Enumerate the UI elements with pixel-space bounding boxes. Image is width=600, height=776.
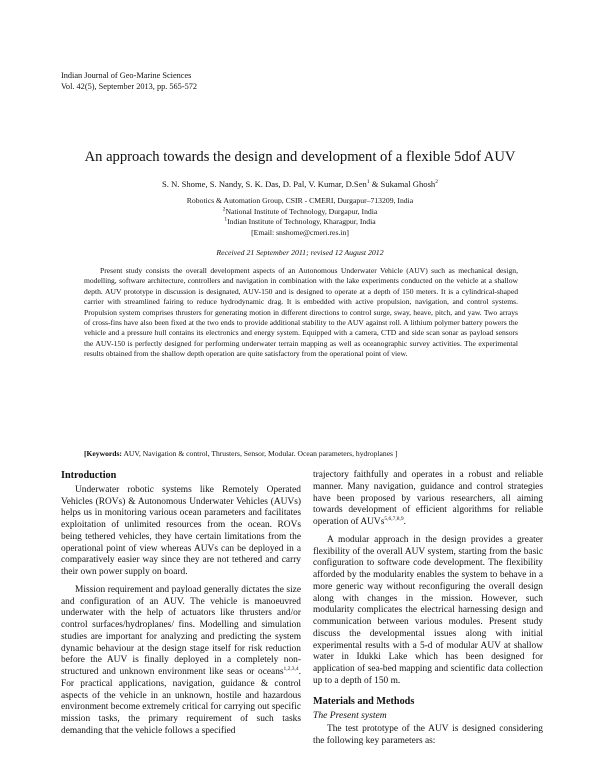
intro-paragraph-2: [61, 585, 301, 738]
affiliation-1-sup: 1: [224, 216, 228, 223]
journal-name: Indian Journal of Geo-Marine Sciences: [61, 71, 192, 80]
affiliation-1: [0, 217, 600, 228]
right-paragraph-2: A modular approach in the design provides a greater flexibility of the overall AUV system, starting from the basic configuration to software code development. The flexibility afforded by the modularity enables the system to behave in a more generic way without reconfiguring the overall design along with changes in the mission. However, such modularity complicates the electrical harnessing design and communication between various modules. Present study discuss the developmental issues along with initial experimental results with a 5-d of modular AUV at shallow water in Idukki Lake which has been designed for application of sea-bed mapping and scientific data collection up to a depth of 150 m.: [313, 534, 543, 686]
citation-ref: 1,2,3,4: [283, 665, 299, 672]
right-p1-text-a: trajectory faithfully and operates in a robust and reliable manner. Many navigation, guidance and control strategies have been proposed by various researchers, all aiming towards development of efficient algorithms for reliable operation of AUVs: [313, 470, 543, 527]
keywords-label: [Keywords:: [84, 449, 122, 458]
affiliations: [0, 196, 600, 238]
paper-title: An approach towards the design and development of a flexible 5dof AUV: [84, 149, 516, 165]
introduction-heading: Introduction: [61, 470, 117, 481]
right-paragraph-1: [313, 470, 543, 529]
affiliation-2-text: National Institute of Technology, Durgapur, India: [225, 206, 378, 216]
intro-paragraph-1: Underwater robotic systems like Remotely Operated Vehicles (ROVs) & Autonomous Underwater Vehicles (AUVs) helps us in monitoring various ocean parameters and facilitates exploitation of unlimited resources from the ocean. ROVs being tethered vehicles, they have certain limitations from the operational point of view whereas AUVs can be deployed in a comparatively easier way since they are not tethered and carry their own power supply on board.: [61, 484, 301, 577]
keywords: [84, 449, 518, 459]
right-paragraph-3: The test prototype of the AUV is designed considering the following key parameters as:: [313, 724, 543, 746]
author-last: & Sukamal Ghosh: [369, 179, 436, 189]
affiliation-1-text: Indian Institute of Technology, Kharagpur, India: [227, 217, 376, 227]
present-system-subheading: The Present system: [313, 710, 387, 722]
intro-p2-text-a: Mission requirement and payload generally dictates the size and configuration of an AUV. The vehicle is manoeuvred underwater with the help of actuators like thrusters and/or control surfaces/hydroplanes/ fins. Modelling and simulation studies are important for analyzing and predicting the system dynamic behaviour at the design stage itself for risk reduction before the AUV is finally deployed in a completely non-structured and unknown environment like seas or oceans: [61, 584, 301, 677]
author-sup-2: 2: [435, 179, 438, 186]
materials-methods-heading: Materials and Methods: [313, 695, 415, 707]
affiliation-main: Robotics & Automation Group, CSIR - CMERI, Durgapur–713209, India: [186, 196, 414, 205]
author-names: S. N. Shome, S. Nandy, S. K. Das, D. Pal, V. Kumar, D.Sen: [162, 179, 367, 189]
author-list: [0, 179, 600, 189]
author-sup-1: 1: [366, 179, 370, 186]
abstract: Present study consists the overall development aspects of an Autonomous Underwater Vehicle (AUV) such as mechanical design, modelling, software architecture, controllers and navigation in combination with the lake experiments conducted on the vehicle at a shallow depth. AUV prototype in discussion is designated, AUV-150 and is designed to operate at a depth of 150 meters. It is a cylindrical-shaped carrier with streamlined fairing to reduce hydrodynamic drag. It is embedded with active propulsion, navigation, and control systems. Propulsion system comprises thrusters for generating motion in different directions to control surge, sway, heave, pitch, and yaw. Two arrays of cross-fins have also been fixed at the two ends to provide additional stability to the AUV against roll. A lithium polymer battery powers the vehicle and a pressure hull contains its electronics and energy system. Equipped with a camera, CTD and side scan sonar as payload sensors the AUV-150 is perfectly designed for performing underwater terrain mapping as well as oceanographic survey activities. The experimental results obtained from the shallow depth operation are quite satisfactory from the operational point of view.: [84, 266, 518, 359]
affiliation-2: [0, 207, 600, 218]
left-column: [61, 470, 301, 738]
received-dates: Received 21 September 2011; revised 12 August 2012: [216, 248, 384, 257]
journal-issue: Vol. 42(5), September 2013, pp. 565-572: [61, 82, 198, 91]
email: [Email: snshome@cmeri.res.in]: [251, 227, 349, 237]
keywords-text: AUV, Navigation & control, Thrusters, Sensor, Modular. Ocean parameters, hydroplanes ]: [121, 449, 398, 458]
affiliation-2-sup: 2: [222, 206, 226, 213]
intro-p2-text-b: . For practical applications, navigation, guidance & control aspects of the vehicle in an unknown, hostile and hazardous environment become extremely critical for carrying out specific mission tasks, the primary requirement of such tasks demanding that the vehicle follows a specified: [61, 667, 301, 736]
citation-ref: 5,6,7,8,9: [384, 515, 404, 522]
right-p1-text-b: .: [403, 517, 406, 527]
right-column: [313, 470, 543, 748]
journal-info: [61, 70, 197, 92]
